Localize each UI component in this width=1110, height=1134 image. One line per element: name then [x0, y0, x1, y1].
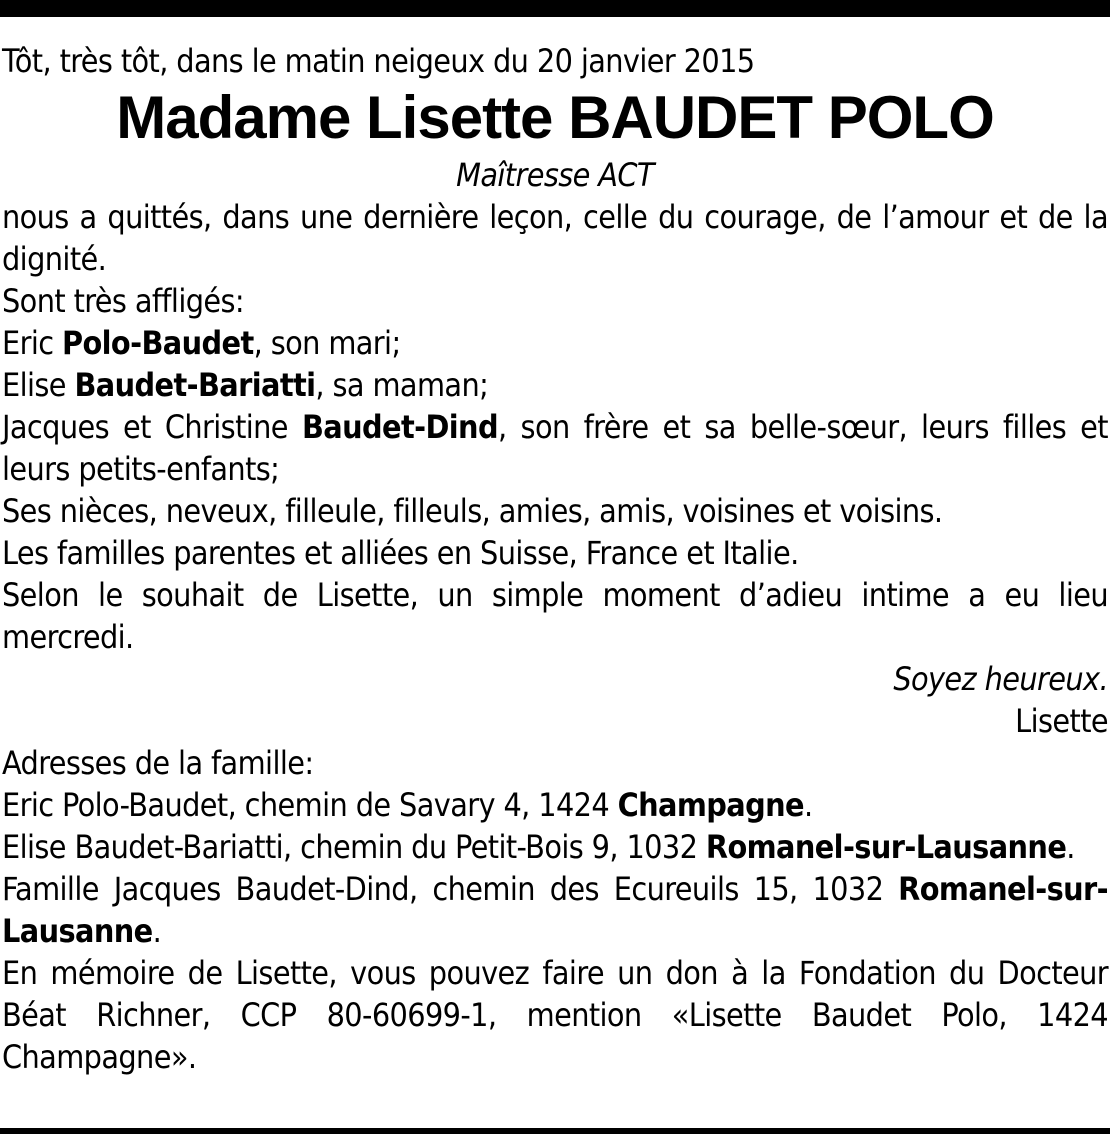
signature-line: Soyez heureux.: [893, 660, 1108, 698]
address-town: Romanel-sur-Lausanne: [2, 870, 1108, 950]
mourner-surname: Baudet-Dind: [301, 408, 498, 446]
addresses-heading: Adresses de la famille:: [2, 744, 314, 782]
intro-line: Tôt, très tôt, dans le matin neigeux du 20 janvier 2015: [2, 42, 755, 80]
address-line: Eric Polo-Baudet, chemin de Savary 4, 1424 Champagne.: [2, 786, 813, 824]
announcement: nous a quittés, dans une dernière leçon, celle du courage, de l’amour et de la dignité.: [2, 198, 1108, 278]
mourner-surname: Baudet-Bariatti: [74, 366, 316, 404]
farewell-note: Selon le souhait de Lisette, un simple moment d’adieu intime a eu lieu mercredi.: [2, 576, 1108, 656]
mourner-surname: Polo-Baudet: [62, 324, 254, 362]
mourner-line: Eric Polo-Baudet, son mari;: [2, 324, 401, 362]
mourner-line: Jacques et Christine Baudet-Dind, son frère et sa belle-sœur, leurs filles et leurs petits-enfants;: [2, 408, 1108, 488]
other-mourners: Ses nièces, neveux, filleule, filleuls, amies, amis, voisines et voisins.: [2, 492, 943, 530]
donation-note: En mémoire de Lisette, vous pouvez faire un don à la Fondation du Docteur Béat Richner, CCP 80-60699-1, mention «Lisette Baudet Polo, 1424 Champagne».: [2, 954, 1108, 1076]
signature-name: Lisette: [1015, 702, 1108, 740]
mourner-line: Elise Baudet-Bariatti, sa maman;: [2, 366, 489, 404]
address-town: Champagne: [617, 786, 804, 824]
mourners-heading: Sont très affligés:: [2, 282, 245, 320]
top-rule: [0, 0, 1110, 17]
related-families: Les familles parentes et alliées en Suisse, France et Italie.: [2, 534, 799, 572]
deceased-role: Maîtresse ACT: [456, 156, 654, 194]
address-line: Elise Baudet-Bariatti, chemin du Petit-Bois 9, 1032 Romanel-sur-Lausanne.: [2, 828, 1075, 866]
deceased-name: Madame Lisette BAUDET POLO: [116, 84, 994, 151]
address-line: Famille Jacques Baudet-Dind, chemin des Ecureuils 15, 1032 Romanel-sur-Lausanne.: [2, 870, 1108, 950]
obituary-notice: [2, 40, 1108, 1078]
address-town: Romanel-sur-Lausanne: [705, 828, 1067, 866]
bottom-rule: [0, 1128, 1110, 1134]
